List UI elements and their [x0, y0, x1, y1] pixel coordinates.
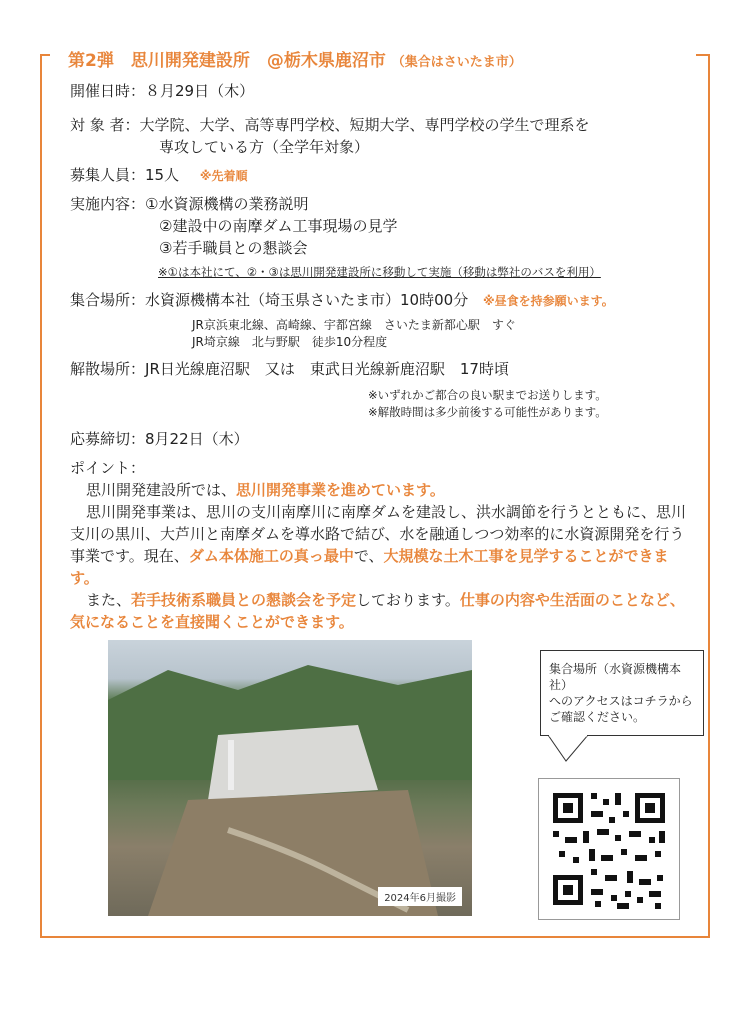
point-p3a: また、: [86, 591, 132, 609]
content-item-2: ②建設中の南摩ダム工事現場の見学: [159, 217, 398, 235]
bubble-line-2: へのアクセスはコチラから: [549, 694, 693, 708]
end-label: 解散場所：: [70, 360, 146, 378]
photo-caption: 2024年6月撮影: [378, 887, 462, 906]
deadline-value: 8月22日（木）: [145, 430, 249, 448]
point-paragraph-2: [70, 501, 690, 589]
deadline-row: [70, 428, 249, 450]
meet-access-2: JR埼京線 北与野駅 徒歩10分程度: [192, 335, 388, 349]
content-label: 実施内容：: [70, 195, 146, 213]
bubble-tail: [548, 735, 590, 763]
target-value-1: 大学院、大学、高等専門学校、短期大学、専門学校の学生で理系を: [139, 116, 590, 134]
point-p3b: 若手技術系職員との懇談会を予定: [131, 591, 357, 609]
deadline-label: 応募締切：: [70, 430, 146, 448]
point-row: [70, 457, 145, 479]
point-p1b: 思川開発事業を進めています。: [236, 481, 445, 499]
content-item-1: ①水資源機構の業務説明: [145, 195, 309, 213]
content-row-3: [159, 237, 307, 259]
date-row: [70, 80, 254, 102]
end-row: [70, 358, 509, 380]
end-note-1: ※いずれかご都合の良い駅までお送りします。: [368, 388, 607, 402]
point-paragraph-1: [70, 479, 690, 501]
end-value: JR日光線鹿沼駅 又は 東武日光線新鹿沼駅 17時頃: [145, 360, 509, 378]
dam-aerial-photo: [108, 640, 472, 916]
target-row: [70, 114, 590, 136]
count-note: ※先着順: [199, 169, 248, 183]
bubble-line-1: 集合場所（水資源機構本社）: [549, 662, 682, 692]
point-label: ポイント：: [70, 459, 146, 477]
title-main: 第2弾 思川開発建設所 @栃木県鹿沼市: [68, 51, 386, 71]
title-sub: （集合はさいたま市）: [391, 55, 522, 70]
point-p1a: 思川開発建設所では、: [86, 481, 237, 499]
count-label: 募集人員：: [70, 166, 146, 184]
content-note: ※①は本社にて、②・③は思川開発建設所に移動して実施（移動は弊社のバスを利用）: [158, 265, 601, 279]
page-title: [68, 46, 522, 71]
point-paragraph-3: [70, 589, 690, 633]
point-p2c: で、: [353, 547, 384, 565]
content-row-2: [159, 215, 397, 237]
qr-code-icon: [539, 779, 679, 919]
date-value: ８月29日（木）: [145, 82, 255, 100]
count-value: 15人: [145, 166, 180, 184]
dam-illustration: [108, 640, 472, 916]
bubble-line-3: ご確認ください。: [549, 710, 646, 724]
meet-access-1: JR京浜東北線、高崎線、宇都宮線 さいたま新都心駅 すぐ: [192, 318, 516, 332]
point-p3c: しております。: [356, 591, 460, 609]
count-row: [70, 164, 248, 187]
point-p2a: 思川開発事業は、思川の支川南摩川に南摩ダムを建設し、洪水調節を行うとともに、思川支川の黒川、大芦川と南摩ダムを導水路で結び、水を融通しつつ効率的に水資源開発を行う事業です。現在、: [70, 503, 687, 565]
point-p3d: 仕事の内容や生活面のことなど、気になることを直接聞くことができます。: [70, 591, 685, 631]
access-speech-bubble: [540, 650, 704, 736]
content-item-3: ③若手職員との懇談会: [159, 239, 308, 257]
qr-code[interactable]: [538, 778, 680, 920]
target-value-2: 専攻している方（全学年対象）: [159, 138, 370, 156]
meet-row: [70, 289, 614, 312]
date-label: 開催日時：: [70, 82, 146, 100]
meet-note: ※昼食を持参願います。: [482, 294, 614, 308]
point-p2d: 大規模な土木工事を見学することができます。: [70, 547, 669, 587]
target-label: 対 象 者：: [70, 116, 140, 134]
meet-value: 水資源機構本社（埼玉県さいたま市）10時00分: [145, 291, 469, 309]
meet-label: 集合場所：: [70, 291, 146, 309]
end-note-2: ※解散時間は多少前後する可能性があります。: [368, 405, 607, 419]
target-row-2: [159, 136, 369, 158]
point-p2b: ダム本体施工の真っ最中: [188, 547, 354, 565]
content-row: [70, 193, 308, 215]
